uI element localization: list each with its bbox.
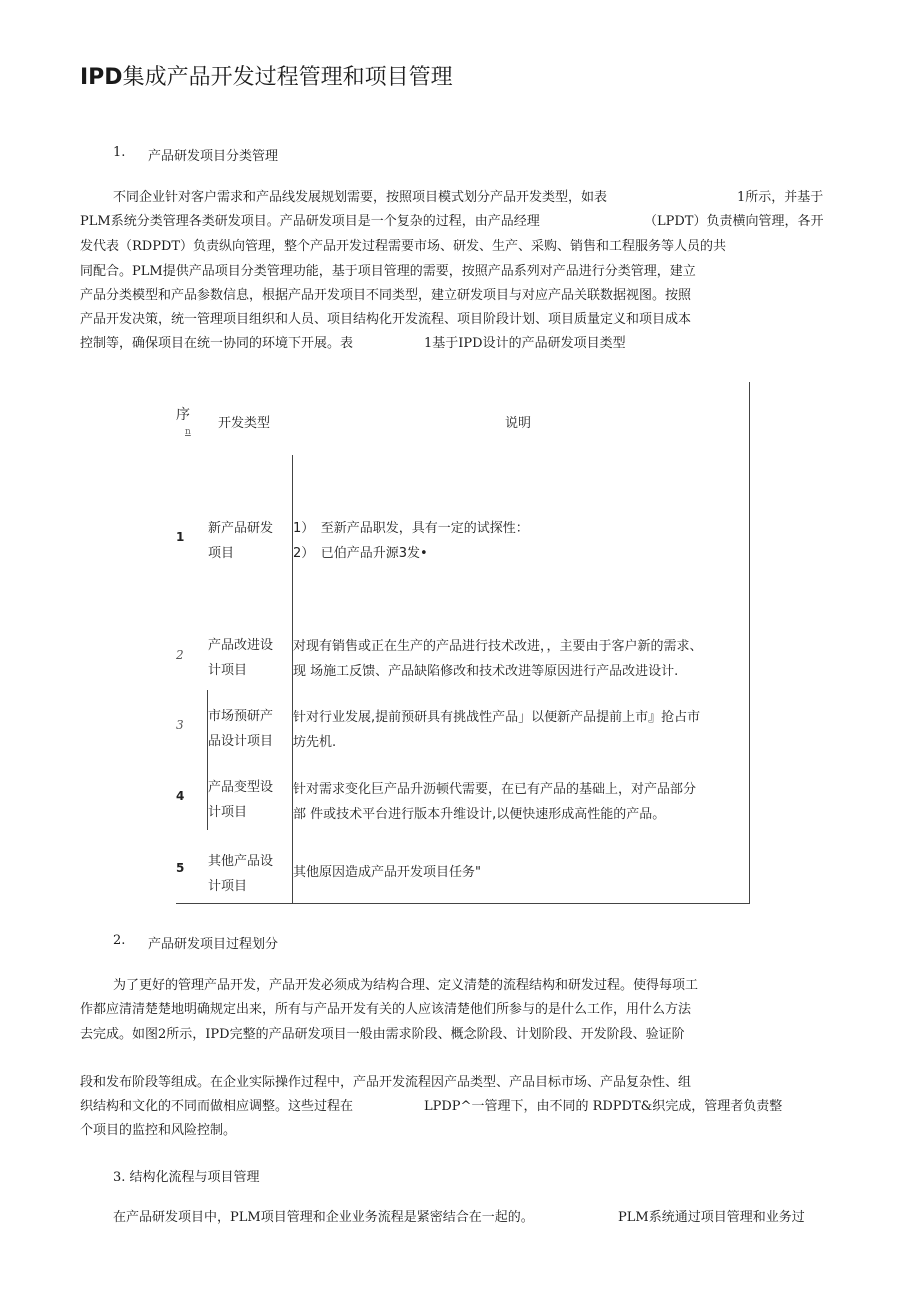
section1-heading: 产品研发项目分类管理 xyxy=(148,149,279,164)
row-type: 产品改进设 xyxy=(208,638,274,653)
title-rest: 集成产品开发过程管理和项目管理 xyxy=(122,65,453,90)
s1-line: 同配合。PLM提供产品项目分类管理功能，基于项目管理的需要，按照产品系列对产品进行分类管理，建立 xyxy=(80,264,696,279)
s1-line: 产品分类模型和产品参数信息，根据产品开发项目不同类型，建立研发项目与对应产品关联数据视图。按照 xyxy=(80,288,692,303)
section3-heading: 3. 结构化流程与项目管理 xyxy=(113,1170,260,1185)
row-type: 计项目 xyxy=(208,663,248,678)
row-desc: 针对行业发展,提前预研具有挑战性产品」以便新产品提前上市』抢占市 xyxy=(293,710,701,725)
s3-line: 在产品研发项目中，PLM项目管理和企业业务流程是紧密结合在一起的。 xyxy=(113,1210,534,1225)
s1-line: 控制等，确保项目在统一协同的环境下开展。表 xyxy=(80,336,354,351)
section2-heading: 产品研发项目过程划分 xyxy=(148,937,279,952)
row-type: 计项目 xyxy=(208,805,248,820)
s1-line: 发代表（RDPDT）负责纵向管理，整个产品开发过程需要市场、研发、生产、采购、销售和工程服务等人员的共 xyxy=(80,239,727,254)
row-number: 2 xyxy=(176,648,184,662)
row-type: 市场预研产 xyxy=(208,709,274,724)
s2-line: 为了更好的管理产品开发，产品开发必须成为结构合理、定义清楚的流程结构和研发过程。使得每项工 xyxy=(113,978,699,993)
page-title xyxy=(80,60,453,91)
s2-line: 个项目的监控和风险控制。 xyxy=(80,1123,237,1138)
table-right-border xyxy=(749,382,750,904)
s1-line: 1基于IPD设计的产品研发项目类型 xyxy=(424,336,626,351)
row-desc: 现 场施工反馈、产品缺陷修改和技术改进等原因进行产品改进设计. xyxy=(293,664,679,679)
row-desc: 坊先机. xyxy=(293,735,337,750)
header-type: 开发类型 xyxy=(218,416,271,431)
section2-heading-num: 2. xyxy=(113,933,126,948)
row-number: 5 xyxy=(176,861,185,875)
row-desc: 2） 已伯产品升源3发• xyxy=(293,546,428,561)
row-type: 品设计项目 xyxy=(208,734,274,749)
row-desc: 其他原因造成产品开发项目任务" xyxy=(293,865,481,880)
s2-line: LPDP^一管理下，由不同的 RDPDT&织完成，管理者负责整 xyxy=(424,1099,783,1114)
header-desc: 说明 xyxy=(505,416,532,431)
title-bold: IPD xyxy=(80,65,123,90)
row-type: 计项目 xyxy=(208,879,248,894)
s2-line: 段和发布阶段等组成。在企业实际操作过程中，产品开发流程因产品类型、产品目标市场、产品复杂性、组 xyxy=(80,1075,692,1090)
row-desc: 针对需求变化巨产品升沥顿代需要，在已有产品的基础上，对产品部分 xyxy=(293,782,697,797)
s1-line: 不同企业针对客户需求和产品线发展规划需要，按照项目模式划分产品开发类型，如表 xyxy=(113,190,608,205)
s2-line: 织结构和文化的不同而做相应调整。这些过程在 xyxy=(80,1099,354,1114)
row-number: 3 xyxy=(176,718,184,732)
s1-line: （LPDT）负责横向管理，各开 xyxy=(644,214,824,229)
s2-line: 作都应清清楚楚地明确规定出来，所有与产品开发有关的人应该清楚他们所参与的是什么工作，用什么方法 xyxy=(80,1002,692,1017)
row-desc: 1） 至新产品职发，具有一定的试探性： xyxy=(293,521,529,536)
s3-line: PLM系统通过项目管理和业务过 xyxy=(618,1210,805,1225)
row-type: 其他产品设 xyxy=(208,854,274,869)
header-seq: 序 xyxy=(176,407,190,423)
s1-line: PLM系统分类管理各类研发项目。产品研发项目是一个复杂的过程，由产品经理 xyxy=(80,214,540,229)
s1-line: 1所示，并基于 xyxy=(737,190,824,205)
section1-heading-num: 1. xyxy=(113,145,126,160)
s2-line: 去完成。如图2所示，IPD完整的产品研发项目一般由需求阶段、概念阶段、计划阶段、开发阶段、验证阶 xyxy=(80,1027,685,1042)
row-type: 产品变型设 xyxy=(208,780,274,795)
row-number: 1 xyxy=(176,530,185,544)
row-type: 新产品研发 xyxy=(208,521,274,536)
table-bottom-border xyxy=(176,903,750,904)
row-desc: 部 件或技术平台进行版本升维设计,以便快速形成高性能的产品。 xyxy=(293,807,666,822)
header-seq-sub: n xyxy=(185,427,191,437)
s1-line: 产品开发决策，统一管理项目组织和人员、项目结构化开发流程、项目阶段计划、项目质量定义和项目成本 xyxy=(80,312,692,327)
row-number: 4 xyxy=(176,789,185,803)
row-desc: 对现有销售或正在生产的产品进行技术改进，，主要由于客户新的需求、 xyxy=(293,639,703,654)
row-type: 项目 xyxy=(208,546,235,561)
